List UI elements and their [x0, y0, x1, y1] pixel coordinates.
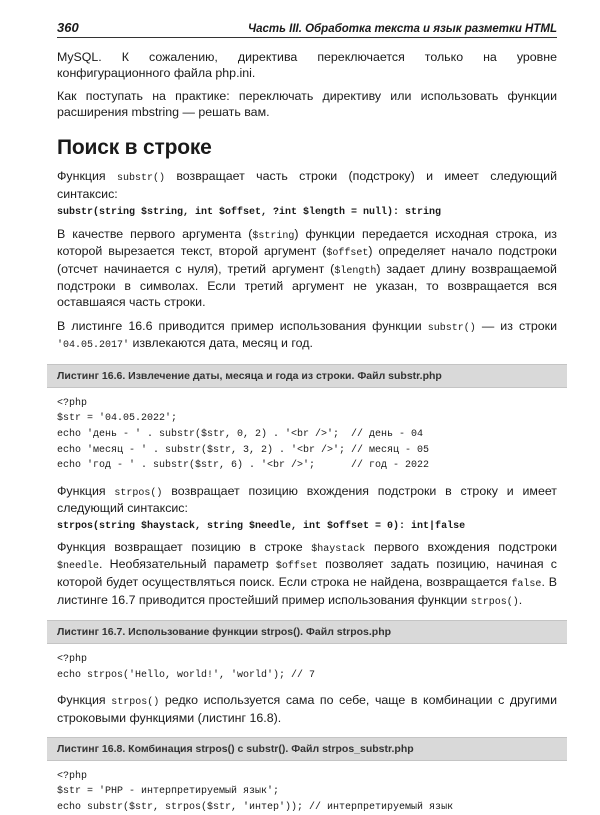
code-line: $str = '04.05.2022';: [57, 413, 178, 425]
intro-paragraph-2: Как поступать на практике: переключать директиву или использовать функции расширения mbstring — решать вам.: [57, 89, 557, 119]
listing-16-7-caption: Листинг 16.7. Использование функции strpos(). Файл strpos.php: [47, 620, 567, 644]
running-title: Часть III. Обработка текста и язык разметки HTML: [247, 23, 557, 35]
code-line: <?php: [57, 397, 88, 409]
strpos-note: Функция strpos() редко используется сама по себе, чаще в комбинации с другими строковыми функциями (листинг 16.8).: [57, 693, 557, 726]
substr-intro: Функция substr() возвращает часть строки (подстроку) и имеет следующий синтаксис:: [57, 169, 557, 201]
substr-syntax: substr(string $string, int $offset, ?int $length = null): string: [57, 206, 442, 218]
listing-16-8-code: [57, 769, 557, 815]
listing-16-6-caption: Листинг 16.6. Извлечение даты, месяца и года из строки. Файл substr.php: [47, 364, 567, 388]
code-line: echo strpos('Hello, world!', 'world'); // 7: [57, 669, 316, 681]
code-line: echo 'месяц - ' . substr($str, 3, 2) . '<br />'; // месяц - 05: [57, 444, 430, 456]
section-heading: Поиск в строке: [57, 136, 212, 160]
code-line: $str = 'PHP - интерпретируемый язык';: [57, 786, 280, 798]
strpos-syntax: strpos(string $haystack, string $needle, int $offset = 0): int|false: [57, 520, 466, 532]
intro-paragraph-1: MySQL. К сожалению, директива переключается только на уровне конфигурационного файла php.ini.: [57, 50, 557, 80]
strpos-description: Функция возвращает позицию в строке $haystack первого вхождения подстроки $needle. Необязательный параметр $offset позволяет задать позицию, начиная с которой будет осуществляться поиск. Если строка не найдена, возвращается false. В листинге 16.7 приводится простейший пример использования функции strpos().: [57, 539, 557, 608]
listing-16-6-code: [57, 396, 557, 474]
listing-16-8-caption: Листинг 16.8. Комбинация strpos() c substr(). Файл strpos_substr.php: [47, 737, 567, 761]
strpos-intro: Функция strpos() возвращает позицию вхождения подстроки в строку и имеет следующий синтаксис:: [57, 483, 557, 516]
page-header: [57, 20, 557, 38]
code-line: echo 'день - ' . substr($str, 0, 2) . '<br />'; // день - 04: [57, 428, 424, 440]
book-page: [57, 20, 557, 815]
code-line: <?php: [57, 654, 88, 666]
page-number: 360: [57, 20, 79, 35]
code-line: <?php: [57, 770, 88, 782]
code-line: echo 'год - ' . substr($str, 6) . '<br />'; // год - 2022: [57, 460, 430, 472]
listing-reference: В листинге 16.6 приводится пример использования функции substr() — из строки '04.05.2017' извлекаются дата, месяц и год.: [57, 318, 557, 352]
inline-code: substr(): [116, 173, 165, 185]
substr-description: В качестве первого аргумента ($string) функции передается исходная строка, из которой вырезается текст, второй аргумент ($offset) определяет начало подстроки (отсчет начинается с нуля), третий аргумент ($length) задает длину возвращаемой подстроки в символах. Если третий аргумент не указан, то возвращается вся оставшаяся часть строки.: [57, 226, 557, 309]
listing-16-7-code: [57, 652, 557, 683]
code-line: echo substr($str, strpos($str, 'интер')); // интерпретируемый язык: [57, 801, 454, 813]
